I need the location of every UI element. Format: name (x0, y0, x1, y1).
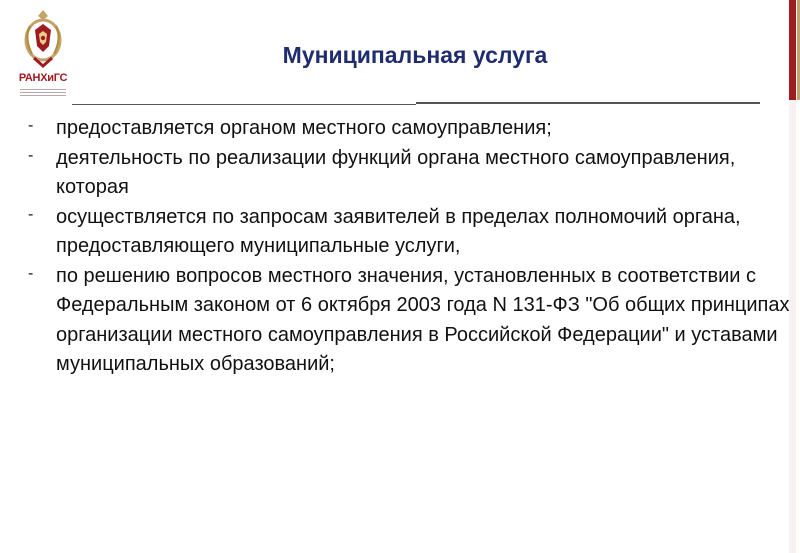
list-item (26, 114, 796, 144)
bullet-dash: - (28, 117, 34, 134)
list-item-text: предоставляется органом местного самоуправления; (56, 117, 552, 139)
content-list (26, 114, 796, 380)
list-item-text: по решению вопросов местного значения, установленных в соответствии с Федеральным законом от 6 октября 2003 года N 131-ФЗ "Об общих принципах организации местного самоуправления в Российской Федерации" и уставами муниципальных образований; (56, 264, 790, 375)
logo-text: РАНХиГС (18, 72, 68, 84)
title-rule-left (72, 104, 416, 105)
page-title: Муниципальная услуга (282, 42, 548, 68)
emblem-icon (22, 8, 64, 70)
bullet-dash: - (28, 146, 34, 164)
list-item-text: осуществляется по запросам заявителей в пределах полномочий органа, предоставляющего муниципальные услуги, (56, 205, 741, 257)
logo-subtitle-lines (20, 87, 66, 97)
list-item (26, 144, 796, 203)
title-rule-right (416, 102, 760, 104)
ranepa-logo (18, 8, 68, 96)
list-item (26, 262, 796, 380)
list-item (26, 203, 796, 262)
bullet-dash: - (28, 205, 34, 223)
bullet-dash: - (28, 264, 34, 282)
list-item-text: деятельность по реализации функций органа местного самоуправления, которая (56, 146, 736, 198)
